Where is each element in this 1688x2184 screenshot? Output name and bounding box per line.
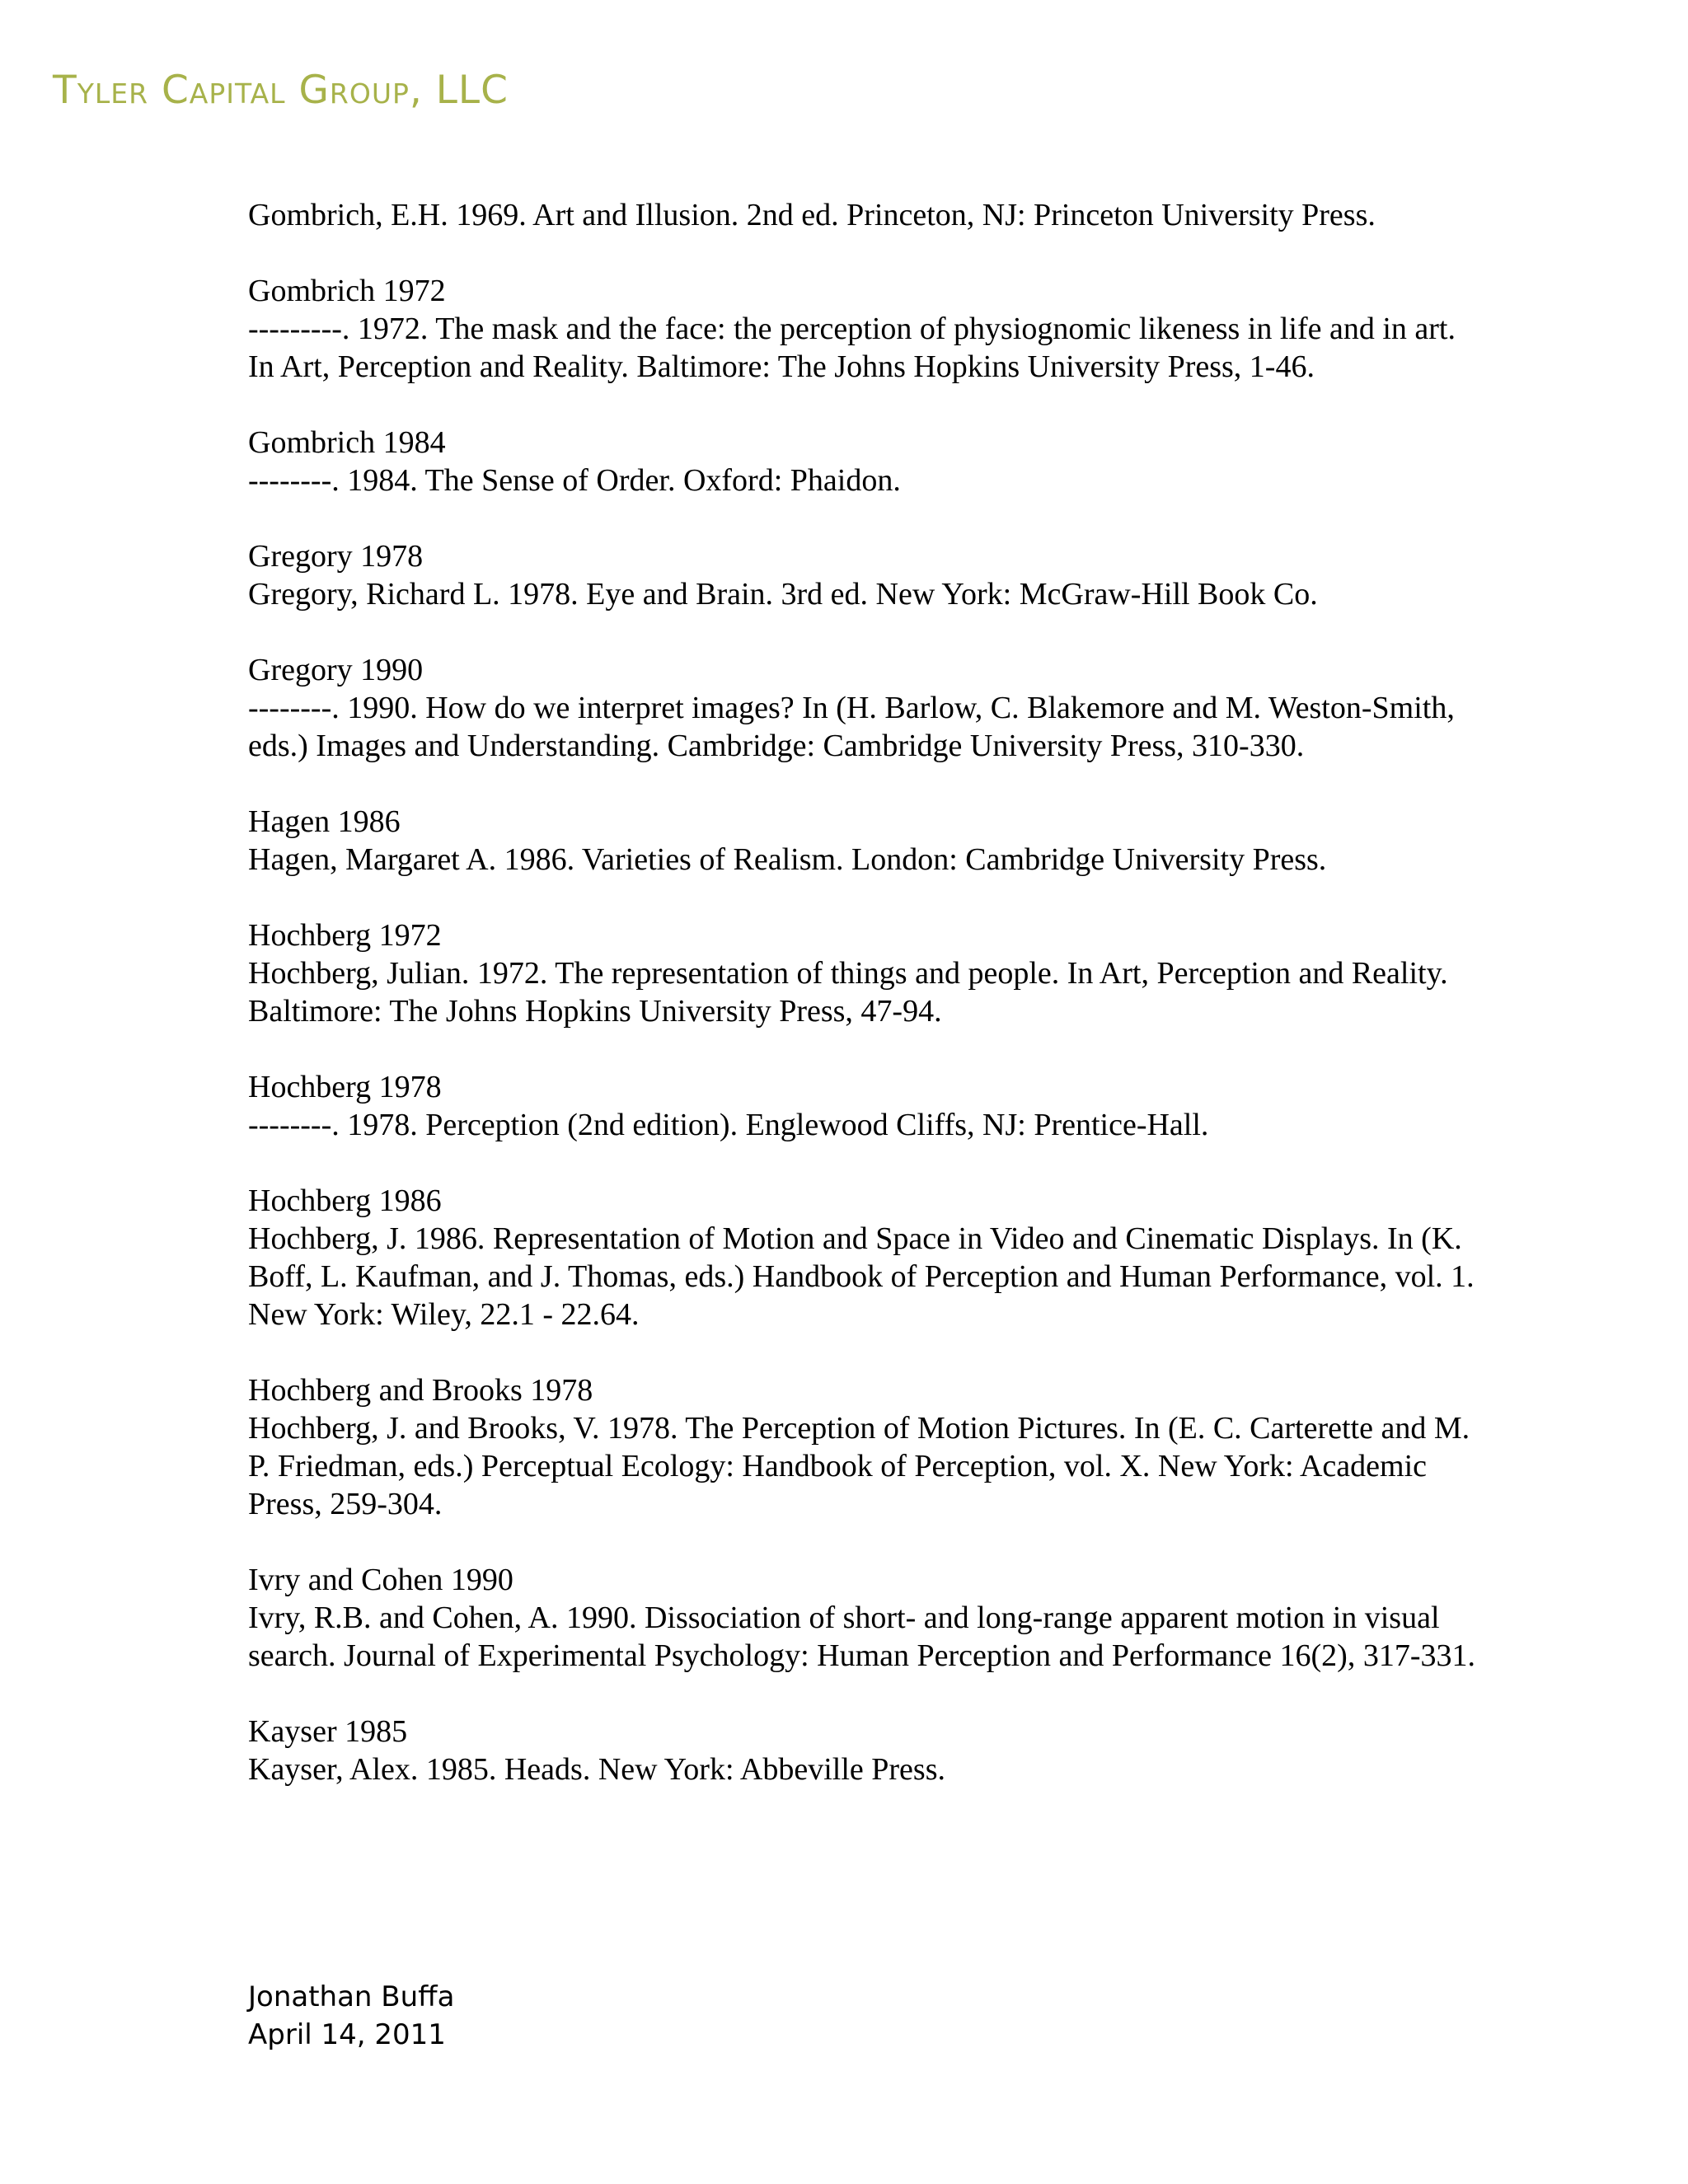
reference-citation: ---------. 1972. The mask and the face: the perception of physiognomic likeness in life and in art. In Art, Perception and Reality. Baltimore: The Johns Hopkins University Press, 1-46.: [248, 312, 1464, 384]
reference-citation: Kayser, Alex. 1985. Heads. New York: Abbeville Press.: [248, 1752, 946, 1787]
reference-entry: [248, 1068, 1484, 1144]
reference-key: Kayser 1985: [248, 1714, 408, 1749]
signature-name: Jonathan Buffa: [248, 1980, 455, 2013]
reference-key: Hochberg and Brooks 1978: [248, 1373, 593, 1408]
reference-entry: [248, 916, 1484, 1030]
reference-key: Gombrich 1984: [248, 425, 446, 460]
signature-date: April 14, 2011: [248, 2018, 446, 2051]
reference-entry: [248, 1182, 1484, 1333]
reference-key: Gregory 1978: [248, 539, 424, 574]
reference-citation: Hochberg, Julian. 1972. The representation of things and people. In Art, Perception and Reality. Baltimore: The Johns Hopkins University Press, 47-94.: [248, 956, 1456, 1029]
reference-citation: Hochberg, J. 1986. Representation of Motion and Space in Video and Cinematic Displays. In (K. Boff, L. Kaufman, and J. Thomas, eds.) Handbook of Perception and Human Performance, vol. 1. New York: Wiley, 22.1 - 22.64.: [248, 1221, 1483, 1332]
company-letterhead: Tyler Capital Group, LLC: [53, 68, 509, 113]
reference-key: Hagen 1986: [248, 804, 401, 839]
reference-key: Gombrich 1972: [248, 274, 446, 308]
reference-citation: Hagen, Margaret A. 1986. Varieties of Realism. London: Cambridge University Press.: [248, 842, 1327, 877]
reference-key: Gregory 1990: [248, 653, 424, 687]
reference-citation: --------. 1984. The Sense of Order. Oxford: Phaidon.: [248, 463, 901, 498]
reference-citation: Ivry, R.B. and Cohen, A. 1990. Dissociation of short- and long-range apparent motion in visual search. Journal of Experimental Psychology: Human Perception and Performance 16(2), 317-331.: [248, 1601, 1475, 1673]
reference-entry: [248, 803, 1484, 879]
reference-entry: [248, 196, 1484, 234]
reference-key: Ivry and Cohen 1990: [248, 1563, 513, 1597]
reference-entry: [248, 424, 1484, 499]
reference-key: Hochberg 1986: [248, 1183, 442, 1218]
reference-citation: Gombrich, E.H. 1969. Art and Illusion. 2nd ed. Princeton, NJ: Princeton University Press.: [248, 198, 1376, 232]
signature-block: [248, 1978, 454, 2054]
reference-key: Hochberg 1978: [248, 1070, 442, 1104]
reference-key: Hochberg 1972: [248, 918, 442, 953]
reference-entry: [248, 1713, 1484, 1788]
reference-entry: [248, 1371, 1484, 1523]
reference-citation: --------. 1990. How do we interpret images? In (H. Barlow, C. Blakemore and M. Weston-Smith, eds.) Images and Understanding. Cambridge: Cambridge University Press, 310-330.: [248, 691, 1463, 763]
reference-entry: [248, 651, 1484, 765]
reference-entry: [248, 1561, 1484, 1675]
reference-entry: [248, 272, 1484, 386]
reference-citation: --------. 1978. Perception (2nd edition). Englewood Cliffs, NJ: Prentice-Hall.: [248, 1108, 1209, 1142]
reference-citation: Hochberg, J. and Brooks, V. 1978. The Perception of Motion Pictures. In (E. C. Carterette and M. P. Friedman, eds.) Perceptual Ecology: Handbook of Perception, vol. X. New York: Academic Press, 259-304.: [248, 1411, 1478, 1521]
reference-entry: [248, 537, 1484, 613]
reference-citation: Gregory, Richard L. 1978. Eye and Brain. 3rd ed. New York: McGraw-Hill Book Co.: [248, 577, 1318, 612]
reference-list: [248, 196, 1484, 1826]
